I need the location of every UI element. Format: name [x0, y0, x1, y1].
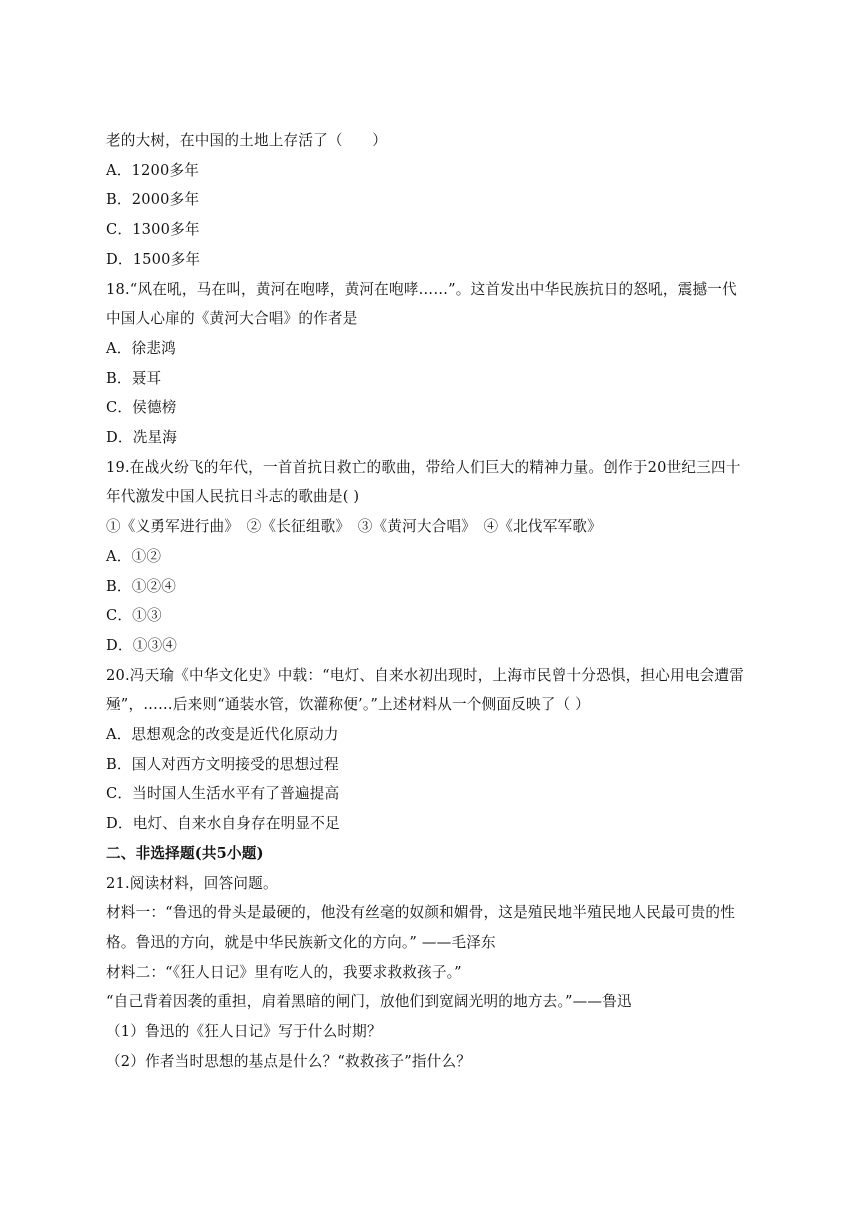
question-18-stem-line-1: 18.“风在吼，马在叫，黄河在咆哮，黄河在咆哮……”。这首发出中华民族抗日的怒吼，震撼一代	[106, 280, 737, 298]
question-19-option-b: B．①②④	[106, 577, 177, 595]
question-21-material-1-line-2: 格。鲁迅的方向，就是中华民族新文化的方向。” ——毛泽东	[106, 933, 496, 951]
question-20-option-a: A．思想观念的改变是近代化原动力	[106, 726, 339, 744]
question-20-stem-line-1: 20.冯天瑜《中华文化史》中载：“电灯、自来水初出现时，上海市民曾十分恐惧，担心用电会遭雷	[106, 666, 745, 684]
question-21-material-1-line-1: 材料一：“鲁迅的骨头是最硬的，他没有丝毫的奴颜和媚骨，这是殖民地半殖民地人民最可贵的性	[106, 904, 736, 922]
question-18-option-a: A．徐悲鸿	[106, 339, 176, 357]
question-17-stem-continued: 老的大树，在中国的土地上存活了（ ）	[106, 132, 388, 149]
question-19-stem-line-2: 年代激发中国人民抗日斗志的歌曲是( )	[106, 488, 360, 506]
question-18-stem-line-2: 中国人心扉的《黄河大合唱》的作者是	[106, 310, 358, 328]
question-21-subquestion-1: （1）鲁迅的《狂人日记》写于什么时期？	[106, 1023, 382, 1041]
question-21-material-2-line-2: “自己背着因袭的重担，肩着黑暗的闸门，放他们到宽阔光明的地方去。”——鲁迅	[106, 993, 632, 1011]
question-19-song-list: ①《义勇军进行曲》 ②《长征组歌》 ③《黄河大合唱》 ④《北伐军军歌》	[106, 518, 602, 536]
question-21-stem: 21.阅读材料，回答问题。	[106, 874, 278, 892]
question-20-option-b: B．国人对西方文明接受的思想过程	[106, 755, 339, 773]
question-20-option-d: D．电灯、自来水自身存在明显不足	[106, 815, 340, 833]
question-18-option-c: C．侯德榜	[106, 399, 177, 417]
question-18-option-d: D．冼星海	[106, 429, 178, 447]
question-19-stem-line-1: 19.在战火纷飞的年代，一首首抗日救亡的歌曲，带给人们巨大的精神力量。创作于20世纪三四十	[106, 458, 741, 476]
question-21-material-2-line-1: 材料二：“《狂人日记》里有吃人的，我要求救救孩子。”	[106, 963, 462, 981]
question-18-option-b: B．聂耳	[106, 369, 162, 387]
question-19-option-c: C．①③	[106, 607, 162, 625]
question-17-option-a: A．1200多年	[106, 161, 200, 179]
question-19-option-a: A．①②	[106, 547, 162, 565]
section-heading-non-choice: 二、非选择题(共5小题)	[106, 844, 264, 862]
question-21-subquestion-2: （2）作者当时思想的基点是什么？“救救孩子”指什么？	[106, 1052, 472, 1070]
question-17-option-b: B．2000多年	[106, 191, 200, 209]
question-17-option-c: C．1300多年	[106, 221, 200, 239]
question-17-option-d: D．1500多年	[106, 250, 201, 268]
question-19-option-d: D．①③④	[106, 636, 178, 654]
question-20-option-c: C．当时国人生活水平有了普遍提高	[106, 785, 340, 803]
question-20-stem-line-2: 殛”，……后来则“通装水管，饮灌称便’。”上述材料从一个侧面反映了（ ）	[106, 696, 590, 714]
document-content	[106, 126, 764, 1077]
